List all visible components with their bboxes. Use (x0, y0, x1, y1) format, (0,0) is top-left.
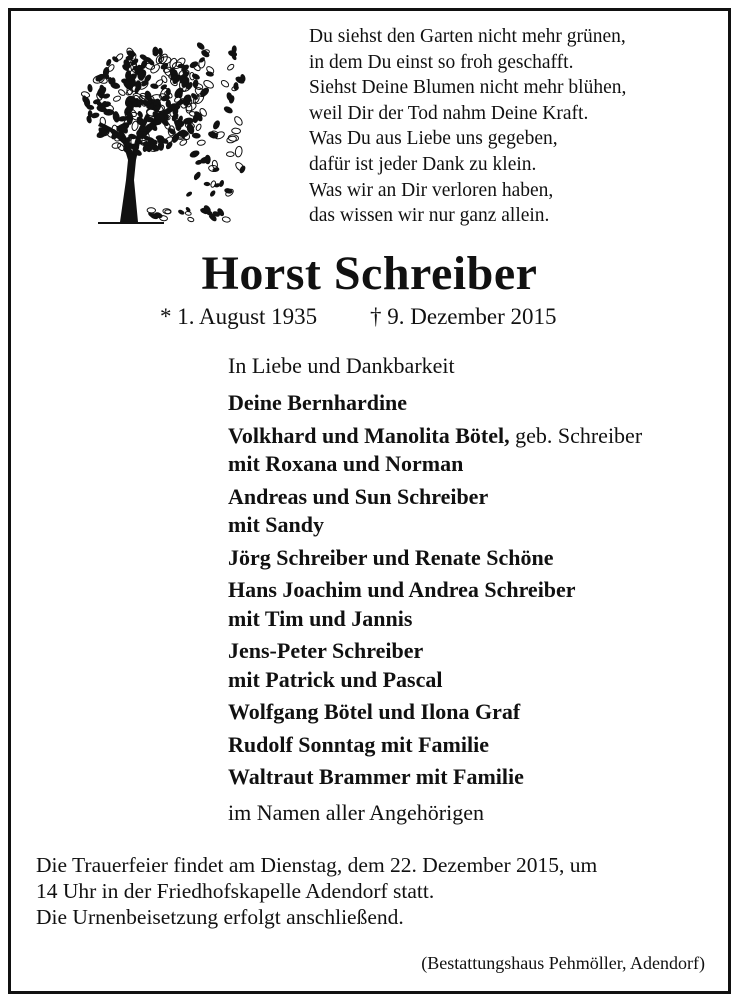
mourner-line: Deine Bernhardine (228, 390, 408, 415)
undertaker-credit: (Bestattungshaus Pehmöller, Adendorf) (421, 953, 705, 973)
mourner-group (228, 576, 728, 633)
mourner-group (228, 731, 728, 760)
deceased-name: Horst Schreiber (201, 247, 538, 300)
mourner-name: Volkhard und Manolita Bötel, (228, 422, 510, 448)
funeral-info (36, 852, 726, 930)
mourner-group (228, 698, 728, 727)
funeral-line: Die Urnenbeisetzung erfolgt anschließend. (36, 905, 404, 929)
mourner-line: mit Roxana und Norman (228, 451, 464, 476)
mourner-line: Rudolf Sonntag mit Familie (228, 731, 489, 757)
poem-line: dafür ist jeder Dank zu klein. (309, 153, 537, 175)
closing-text: im Namen aller Angehörigen (228, 799, 484, 825)
poem-line: in dem Du einst so froh geschafft. (309, 51, 574, 73)
mourner-group (228, 544, 728, 573)
mourner-group (228, 422, 728, 479)
mourner-group (228, 637, 728, 694)
maiden-name: geb. Schreiber (509, 422, 643, 448)
mourner-group (228, 763, 728, 792)
poem-line: Siehst Deine Blumen nicht mehr blühen, (309, 77, 627, 99)
poem-line: weil Dir der Tod nahm Deine Kraft. (309, 102, 589, 124)
poem-line: Du siehst den Garten nicht mehr grünen, (309, 26, 626, 47)
tree-icon (68, 30, 248, 225)
poem-line: Was Du aus Liebe uns gegeben, (309, 128, 558, 150)
mourner-line (228, 422, 728, 451)
mourner-line: Wolfgang Bötel und Ilona Graf (228, 699, 521, 724)
funeral-line: Die Trauerfeier findet am Dienstag, dem 22. Dezember 2015, um (36, 853, 598, 877)
birth-date: * 1. August 1935 (160, 304, 318, 329)
poem-line: Was wir an Dir verloren haben, (309, 179, 554, 201)
poem (309, 24, 729, 229)
mourner-line: mit Patrick und Pascal (228, 666, 443, 692)
mourner-line: mit Sandy (228, 512, 324, 537)
mourner-group (228, 483, 728, 540)
funeral-line: 14 Uhr in der Friedhofskapelle Adendorf statt. (36, 879, 435, 903)
intro-text: In Liebe und Dankbarkeit (228, 353, 455, 378)
mourner-line: Jens-Peter Schreiber (228, 638, 424, 663)
mourner-group (228, 389, 728, 418)
death-date: † 9. Dezember 2015 (370, 304, 557, 329)
mourner-line: Jörg Schreiber und Renate Schöne (228, 544, 554, 570)
mourner-line: mit Tim und Jannis (228, 605, 413, 631)
mourners-block (228, 352, 728, 827)
mourner-line: Hans Joachim und Andrea Schreiber (228, 577, 576, 602)
poem-line: das wissen wir nur ganz allein. (309, 205, 550, 227)
mourner-line: Andreas und Sun Schreiber (228, 483, 489, 509)
mourner-line: Waltraut Brammer mit Familie (228, 764, 524, 789)
